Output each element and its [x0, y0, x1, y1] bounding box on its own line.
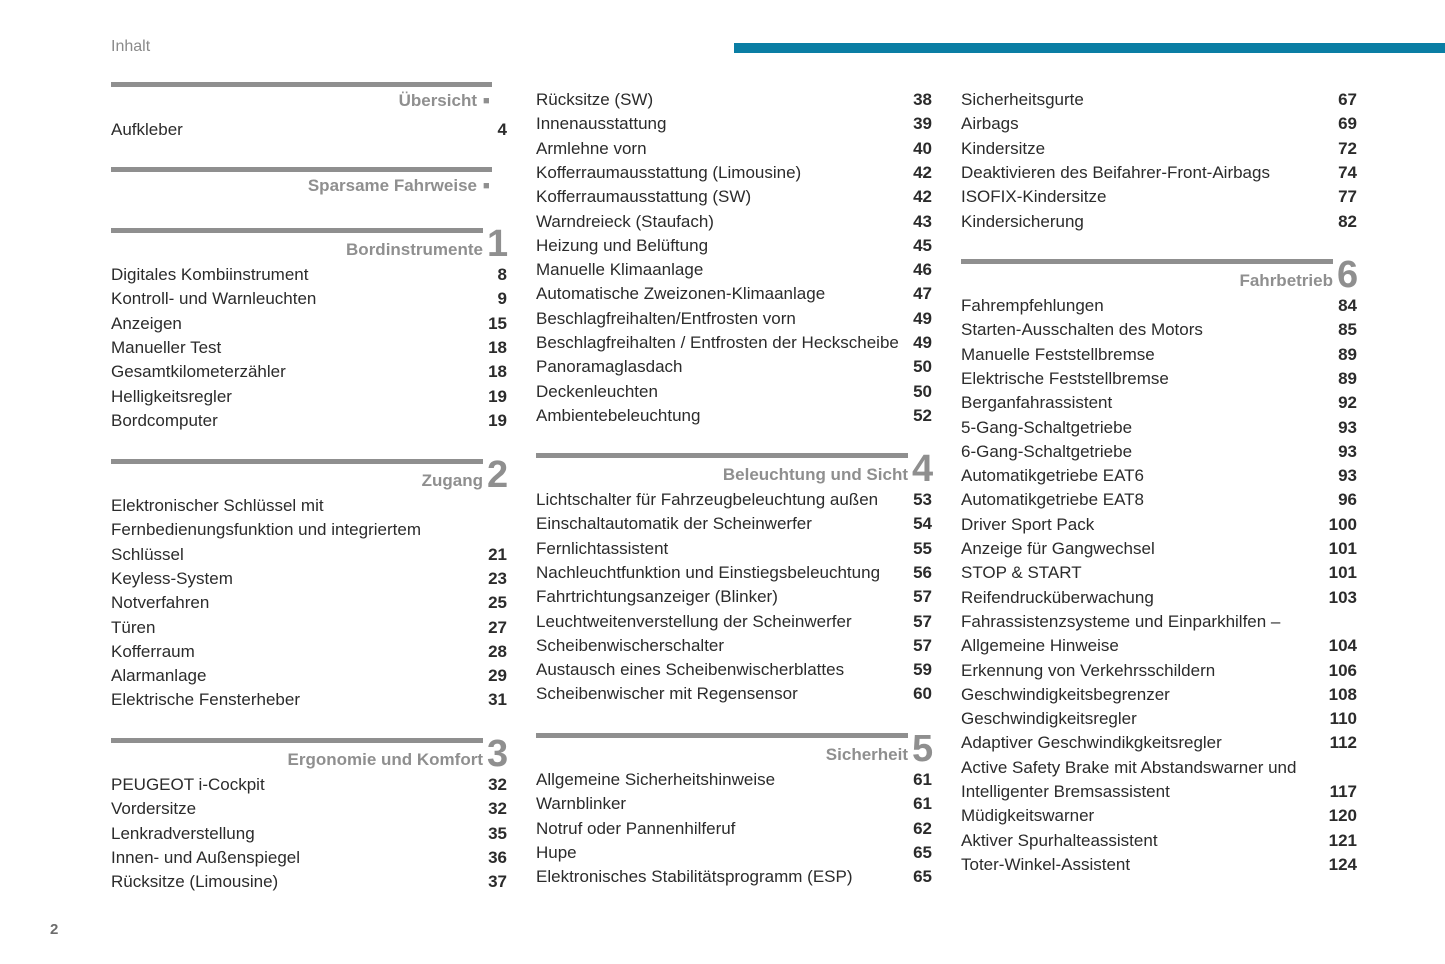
toc-entry-page: 9	[497, 289, 507, 309]
toc-entry[interactable]	[111, 870, 507, 894]
toc-entry-page: 82	[1338, 211, 1357, 231]
section-title: Bordinstrumente	[346, 240, 483, 259]
toc-entry[interactable]	[961, 416, 1357, 440]
toc-entry-title: Kindersitze	[961, 138, 1046, 158]
toc-entry-page: 67	[1338, 90, 1357, 109]
section-rule	[111, 459, 483, 464]
toc-entry-title: Ambientebeleuchtung	[536, 405, 701, 425]
toc-entry[interactable]	[111, 664, 507, 688]
toc-entry-page: 18	[488, 362, 507, 382]
toc-entry[interactable]	[961, 367, 1357, 391]
toc-entry-page: 4	[497, 120, 507, 139]
toc-entry[interactable]	[111, 797, 507, 821]
toc-entry-page: 45	[913, 235, 932, 255]
toc-entry-page: 74	[1338, 162, 1357, 182]
toc-entry-title: Warndreieck (Staufach)	[536, 211, 714, 231]
toc-entry[interactable]	[536, 865, 932, 889]
toc-entry[interactable]	[111, 846, 507, 870]
toc-entry[interactable]	[961, 137, 1357, 161]
toc-entry[interactable]	[961, 318, 1357, 342]
toc-entry-page: 93	[1338, 441, 1357, 461]
toc-entry-title: Einschaltautomatik der Scheinwerfer	[536, 514, 812, 534]
toc-entry[interactable]	[111, 263, 507, 287]
toc-entry-title: Automatikgetriebe EAT8	[961, 490, 1144, 510]
toc-entry[interactable]	[111, 822, 507, 846]
toc-entry-title: Allgemeine Hinweise	[961, 636, 1119, 656]
toc-entry[interactable]	[961, 440, 1357, 464]
toc-entry-title: Kofferraum	[111, 641, 195, 661]
toc-entry[interactable]	[536, 634, 932, 658]
section-number: 3	[487, 733, 509, 775]
toc-entry-page: 57	[913, 611, 932, 631]
toc-entry-title: Rücksitze (SW)	[536, 90, 654, 109]
toc-entry-title: Notruf oder Pannenhilferuf	[536, 818, 736, 838]
toc-entry-title: Schlüssel	[111, 544, 184, 564]
toc-entry-page: 96	[1338, 490, 1357, 510]
toc-entry-title: Aktiver Spurhalteassistent	[961, 830, 1158, 850]
toc-entry-page: 52	[913, 405, 932, 425]
toc-entry-page: 108	[1328, 684, 1357, 704]
toc-entry-title: Innenausstattung	[536, 114, 667, 134]
toc-entry-page: 57	[913, 587, 932, 607]
toc-entry-title: Deaktivieren des Beifahrer-Front-Airbags	[961, 162, 1270, 182]
toc-entry-page: 36	[488, 847, 507, 867]
toc-entry-page: 53	[913, 490, 932, 509]
toc-entry-page: 62	[913, 818, 932, 838]
toc-entry-page: 59	[913, 660, 932, 680]
toc-entry-title: Fahrempfehlungen	[961, 296, 1104, 315]
toc-entry-page: 92	[1338, 393, 1357, 413]
toc-entry[interactable]	[536, 404, 932, 428]
toc-entry-page: 42	[913, 162, 932, 182]
toc-entry-page: 19	[488, 410, 507, 430]
toc-entry[interactable]	[961, 804, 1357, 828]
toc-entry-page: 101	[1328, 563, 1357, 583]
section-number: 6	[1337, 254, 1359, 296]
toc-entry-page: 103	[1328, 587, 1357, 607]
toc-entry[interactable]	[536, 768, 932, 792]
toc-entry-page: 35	[488, 823, 507, 843]
toc-entry-title: Nachleuchtfunktion und Einstiegsbeleuchtung	[536, 562, 881, 582]
toc-entry-title: Automatikgetriebe EAT6	[961, 466, 1144, 486]
toc-entry-title: 6-Gang-Schaltgetriebe	[961, 441, 1133, 461]
toc-entry-page: 56	[913, 562, 932, 582]
toc-entry-page: 121	[1328, 830, 1357, 850]
toc-entry-title: Intelligenter Bremsassistent	[961, 781, 1170, 801]
toc-entry-title: Digitales Kombiinstrument	[111, 265, 309, 284]
toc-entry-title: Armlehne vorn	[536, 138, 647, 158]
toc-entry[interactable]	[536, 792, 932, 816]
section-rule	[111, 82, 492, 87]
toc-entry-title: Gesamtkilometerzähler	[111, 362, 286, 382]
toc-entry[interactable]	[961, 161, 1357, 185]
toc-entry[interactable]	[111, 591, 507, 615]
toc-entry-title: STOP & START	[961, 563, 1082, 583]
toc-entry-title: Reifendrucküberwachung	[961, 587, 1154, 607]
toc-entry-title: Fernbedienungsfunktion und integriertem	[111, 520, 421, 540]
toc-entry-page: 39	[913, 114, 932, 134]
toc-entry-title: Aufkleber	[111, 120, 183, 139]
toc-entry-page: 49	[913, 333, 932, 352]
section-title: Sparsame Fahrweise	[307, 176, 477, 195]
toc-entry-title: Berganfahrassistent	[961, 393, 1113, 413]
toc-entry-page: 32	[488, 799, 507, 819]
toc-entry-title: Driver Sport Pack	[961, 514, 1095, 534]
toc-entry-title: Airbags	[961, 114, 1019, 134]
toc-entry-title: Deckenleuchten	[536, 381, 658, 401]
toc-entry-title: Adaptiver Geschwindikgkeitsregler	[961, 733, 1222, 753]
toc-entry-title: Türen	[111, 617, 156, 637]
toc-entry[interactable]	[536, 112, 932, 136]
toc-entry-title: Alarmanlage	[111, 666, 207, 686]
toc-entry-title: Keyless-System	[111, 568, 233, 588]
toc-entry-title: Toter-Winkel-Assistent	[961, 854, 1131, 874]
toc-entry-page: 47	[913, 284, 932, 304]
toc-entry[interactable]	[961, 343, 1357, 367]
toc-entry[interactable]	[536, 817, 932, 841]
toc-entry-title: Manueller Test	[111, 337, 222, 357]
toc-entry-page: 43	[913, 211, 932, 231]
toc-entry-page: 100	[1328, 514, 1357, 534]
toc-entry-title: Fahrtrichtungsanzeiger (Blinker)	[536, 587, 778, 607]
toc-entry[interactable]	[111, 640, 507, 664]
toc-entry[interactable]	[536, 88, 932, 112]
toc-entry-page: 27	[488, 617, 507, 637]
toc-entry-title: Kofferraumausstattung (Limousine)	[536, 162, 802, 182]
toc-entry-title: Lenkradverstellung	[111, 823, 255, 843]
header-accent-bar	[734, 43, 1445, 53]
toc-entry-title: Bordcomputer	[111, 410, 218, 430]
toc-entry-page: 112	[1329, 733, 1357, 753]
toc-entry-page: 50	[913, 381, 932, 401]
toc-entry-title: Austausch eines Scheibenwischerblattes	[536, 660, 845, 680]
section-number: 1	[487, 223, 509, 265]
section-rule	[536, 733, 908, 738]
toc-entry-page: 49	[913, 308, 932, 328]
toc-entry-title: Innen- und Außenspiegel	[111, 847, 301, 867]
toc-entry-title: Scheibenwischerschalter	[536, 635, 725, 655]
toc-entry[interactable]	[536, 561, 932, 585]
toc-entry-title: Müdigkeitswarner	[961, 806, 1095, 826]
toc-entry-page: 77	[1338, 187, 1357, 207]
toc-entry[interactable]	[536, 380, 932, 404]
toc-entry[interactable]	[536, 682, 932, 706]
toc-entry-title: Leuchtweitenverstellung der Scheinwerfer	[536, 611, 852, 631]
toc-entry[interactable]	[536, 841, 932, 865]
toc-entry[interactable]	[536, 210, 932, 234]
toc-entry-page: 72	[1338, 138, 1357, 158]
toc-entry-page: 106	[1328, 660, 1357, 680]
toc-entry[interactable]	[536, 137, 932, 161]
toc-entry[interactable]	[536, 258, 932, 282]
toc-entry-page: 61	[913, 770, 932, 789]
toc-entry-title: Automatische Zweizonen-Klimaanlage	[536, 284, 826, 304]
toc-entry[interactable]	[961, 610, 1357, 659]
section-title: Ergonomie und Komfort	[287, 750, 483, 769]
toc-entry[interactable]	[961, 185, 1357, 209]
toc-entry-page: 50	[913, 357, 932, 377]
toc-entry[interactable]	[961, 537, 1357, 561]
toc-entry-page: 8	[497, 265, 507, 284]
section-number: 2	[487, 454, 509, 496]
toc-entry-page: 25	[488, 593, 507, 613]
toc-entry[interactable]	[536, 658, 932, 682]
toc-entry-title: Warnblinker	[536, 794, 627, 814]
toc-entry[interactable]	[111, 616, 507, 640]
toc-entry-title: Sicherheitsgurte	[961, 90, 1084, 109]
toc-entry[interactable]	[111, 688, 507, 712]
toc-entry[interactable]	[961, 112, 1357, 136]
toc-entry-page: 89	[1338, 344, 1357, 364]
toc-entry-page: 28	[488, 641, 507, 661]
toc-entry[interactable]	[961, 513, 1357, 537]
toc-entry[interactable]	[536, 488, 932, 512]
section-rule	[111, 167, 492, 172]
toc-entry-title: PEUGEOT i-Cockpit	[111, 775, 265, 794]
toc-entry[interactable]	[961, 464, 1357, 488]
toc-entry-title: Beschlagfreihalten / Entfrosten der Heckscheibe	[536, 333, 899, 352]
toc-entry[interactable]	[536, 282, 932, 306]
toc-entry[interactable]	[961, 294, 1357, 318]
toc-entry[interactable]	[111, 118, 507, 142]
toc-entry-title: Geschwindigkeitsregler	[961, 709, 1137, 729]
toc-entry-page: 60	[913, 684, 932, 704]
toc-entry[interactable]	[536, 185, 932, 209]
toc-entry[interactable]	[536, 307, 932, 331]
toc-entry-page: 57	[913, 635, 932, 655]
toc-entry[interactable]	[536, 585, 932, 609]
toc-entry-title: Anzeige für Gangwechsel	[961, 539, 1155, 558]
toc-entry-page: 21	[488, 544, 507, 564]
toc-entry-title: Elektrische Fensterheber	[111, 690, 300, 710]
toc-entry-title: Anzeigen	[111, 313, 182, 333]
toc-entry-page: 85	[1338, 320, 1357, 340]
toc-entry-title: Scheibenwischer mit Regensensor	[536, 684, 798, 704]
toc-entry-title: Heizung und Belüftung	[536, 235, 709, 255]
section-rule	[111, 738, 483, 743]
toc-entry[interactable]	[961, 707, 1357, 731]
toc-entry-title: Hupe	[536, 842, 577, 862]
toc-entry[interactable]	[111, 773, 507, 797]
toc-entry-page: 31	[488, 690, 507, 710]
toc-entry-title: Notverfahren	[111, 593, 210, 613]
toc-entry-title: Vordersitze	[111, 799, 197, 819]
toc-entry-title: Elektronischer Schlüssel mit	[111, 496, 324, 515]
toc-entry-page: 37	[488, 872, 507, 892]
toc-entry-title: Kontroll- und Warnleuchten	[111, 289, 317, 309]
toc-entry[interactable]	[961, 586, 1357, 610]
toc-entry-page: 84	[1338, 296, 1357, 315]
toc-entry[interactable]	[111, 567, 507, 591]
toc-entry[interactable]	[961, 853, 1357, 877]
section-square-marker: ■	[483, 95, 490, 107]
toc-entry[interactable]	[961, 391, 1357, 415]
section-title: Sicherheit	[825, 745, 908, 764]
toc-entry-page: 93	[1338, 417, 1357, 437]
toc-entry[interactable]	[111, 312, 507, 336]
toc-entry[interactable]	[961, 488, 1357, 512]
toc-entry[interactable]	[536, 331, 932, 355]
toc-entry[interactable]	[536, 161, 932, 185]
toc-entry-page: 69	[1338, 114, 1357, 134]
toc-entry-title: Elektronisches Stabilitätsprogramm (ESP)	[536, 867, 853, 887]
toc-entry[interactable]	[536, 512, 932, 536]
toc-entry-page: 93	[1338, 466, 1357, 486]
toc-entry-page: 23	[488, 568, 507, 588]
toc-entry[interactable]	[111, 409, 507, 433]
toc-entry-page: 61	[913, 794, 932, 814]
toc-entry-page: 104	[1328, 636, 1357, 656]
toc-entry-title: 5-Gang-Schaltgetriebe	[961, 417, 1133, 437]
toc-entry-title: Allgemeine Sicherheitshinweise	[536, 770, 776, 789]
page-number: 2	[50, 921, 59, 938]
section-title: Zugang	[421, 471, 483, 490]
toc-entry[interactable]	[111, 336, 507, 360]
toc-entry-page: 101	[1328, 539, 1357, 558]
toc-entry[interactable]	[536, 234, 932, 258]
toc-entry-page: 46	[913, 260, 932, 280]
toc-entry-page: 120	[1328, 806, 1357, 826]
toc-entry-title: Fahrassistenzsysteme und Einparkhilfen –	[961, 611, 1281, 631]
toc-entry-title: Elektrische Feststellbremse	[961, 368, 1169, 388]
toc-entry[interactable]	[961, 210, 1357, 234]
toc-entry-page: 65	[913, 867, 932, 887]
toc-entry[interactable]	[111, 494, 507, 567]
toc-entry-page: 65	[913, 842, 932, 862]
toc-entry-page: 117	[1329, 781, 1357, 801]
toc-entry-title: Erkennung von Verkehrsschildern	[961, 660, 1216, 680]
toc-entry-title: ISOFIX-Kindersitze	[961, 187, 1107, 207]
toc-entry-page: 110	[1329, 709, 1357, 729]
toc-entry-title: Panoramaglasdach	[536, 357, 683, 377]
toc-entry-title: Kindersicherung	[961, 211, 1084, 231]
toc-entry[interactable]	[961, 731, 1357, 755]
section-title: Beleuchtung und Sicht	[722, 465, 908, 484]
toc-entry[interactable]	[536, 537, 932, 561]
toc-entry[interactable]	[961, 683, 1357, 707]
toc-entry-title: Active Safety Brake mit Abstandswarner und	[961, 757, 1297, 777]
toc-entry-page: 40	[913, 138, 932, 158]
toc-entry-page: 19	[488, 386, 507, 406]
section-rule	[961, 259, 1333, 264]
toc-entry-title: Geschwindigkeitsbegrenzer	[961, 684, 1170, 704]
header-label: Inhalt	[111, 38, 151, 55]
toc-entry-page: 32	[488, 775, 507, 794]
toc-entry-page: 124	[1328, 854, 1357, 874]
section-square-marker: ■	[483, 180, 490, 192]
section-number: 5	[912, 728, 934, 770]
toc-entry[interactable]	[961, 829, 1357, 853]
toc-entry[interactable]	[961, 659, 1357, 683]
toc-entry-page: 15	[488, 313, 507, 333]
toc-entry[interactable]	[961, 756, 1357, 805]
toc-entry-page: 55	[913, 538, 932, 558]
toc-entry-title: Fernlichtassistent	[536, 538, 669, 558]
toc-entry[interactable]	[536, 355, 932, 379]
toc-entry-title: Manuelle Feststellbremse	[961, 344, 1155, 364]
toc-entry-title: Lichtschalter für Fahrzeugbeleuchtung außen	[536, 490, 879, 509]
toc-entry-page: 38	[913, 90, 932, 109]
toc-entry-page: 89	[1338, 368, 1357, 388]
toc-entry[interactable]	[111, 360, 507, 384]
toc-entry-title: Helligkeitsregler	[111, 386, 232, 406]
section-rule	[111, 228, 483, 233]
toc-entry-title: Manuelle Klimaanlage	[536, 260, 704, 280]
toc-entry[interactable]	[111, 385, 507, 409]
toc-entry-title: Starten-Ausschalten des Motors	[961, 320, 1203, 340]
toc-entry-title: Beschlagfreihalten/Entfrosten vorn	[536, 308, 796, 328]
toc-entry[interactable]	[961, 88, 1357, 112]
toc-entry-title: Kofferraumausstattung (SW)	[536, 187, 752, 207]
section-title: Übersicht	[398, 91, 477, 110]
toc-entry-page: 18	[488, 337, 507, 357]
section-rule	[536, 453, 908, 458]
toc-entry[interactable]	[536, 610, 932, 634]
section-number: 4	[912, 448, 934, 490]
toc-entry[interactable]	[961, 561, 1357, 585]
toc-entry-page: 54	[913, 514, 932, 534]
toc-entry[interactable]	[111, 287, 507, 311]
section-title: Fahrbetrieb	[1239, 271, 1333, 290]
toc-entry-page: 29	[488, 666, 507, 686]
toc-entry-page: 42	[913, 187, 932, 207]
toc-entry-title: Rücksitze (Limousine)	[111, 872, 279, 892]
